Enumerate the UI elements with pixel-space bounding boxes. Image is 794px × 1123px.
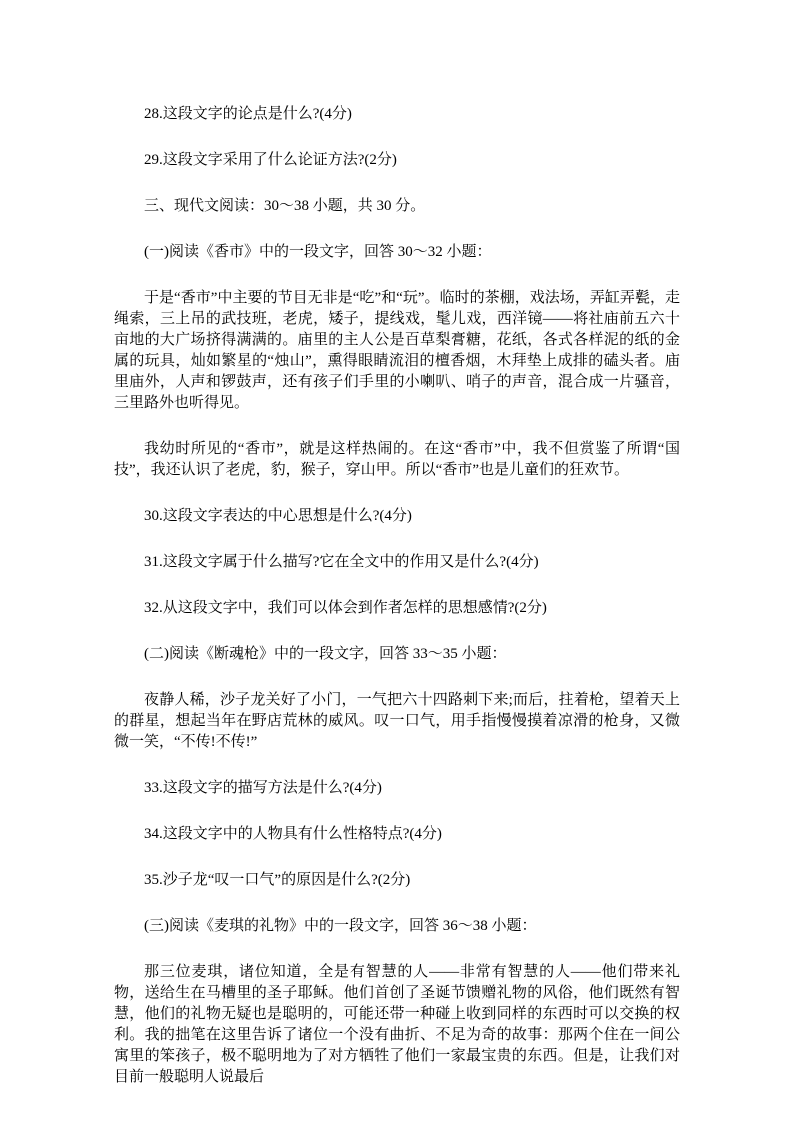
part-3-heading: (三)阅读《麦琪的礼物》中的一段文字，回答 36～38 小题： — [144, 918, 537, 934]
question-28: 28.这段文字的论点是什么?(4分) — [144, 106, 352, 122]
section-heading: 三、现代文阅读：30～38 小题，共 30 分。 — [144, 198, 426, 214]
passage-xiangshi-2: 我幼时所见的“香市”，就是这样热闹的。在这“香市”中，我不但赏鉴了所谓“国技”，我还认识了老虎，豹，猴子，穿山甲。所以“香市”也是儿童们的狂欢节。 — [114, 441, 680, 478]
question-31: 31.这段文字属于什么描写?它在全文中的作用又是什么?(4分) — [144, 554, 539, 570]
part-1-heading: (一)阅读《香市》中的一段文字，回答 30～32 小题： — [144, 244, 492, 260]
passage-xiangshi-1: 于是“香市”中主要的节目无非是“吃”和“玩”。临时的茶棚，戏法场，弄缸弄甏，走绳索，三上吊的武技班，老虎，矮子，提线戏，髦儿戏，西洋镜——将社庙前五六十亩地的大广场挤得满满的。庙里的主人公是百草梨膏糖，花纸，各式各样泥的纸的金属的玩具，灿如繁星的“烛山”，熏得眼睛流泪的檀香烟，木拜垫上成排的磕头者。庙里庙外，人声和锣鼓声，还有孩子们手里的小喇叭、哨子的声音，混合成一片骚音，三里路外也听得见。 — [114, 290, 680, 411]
question-35: 35.沙子龙“叹一口气”的原因是什么?(2分) — [144, 872, 411, 888]
question-29: 29.这段文字采用了什么论证方法?(2分) — [144, 152, 397, 168]
part-2-heading: (二)阅读《断魂枪》中的一段文字，回答 33～35 小题： — [144, 646, 507, 662]
question-33: 33.这段文字的描写方法是什么?(4分) — [144, 780, 382, 796]
question-30: 30.这段文字表达的中心思想是什么?(4分) — [144, 508, 412, 524]
question-32: 32.从这段文字中，我们可以体会到作者怎样的思想感情?(2分) — [144, 600, 547, 616]
passage-duanhunqiang: 夜静人稀，沙子龙关好了小门，一气把六十四路刺下来;而后，拄着枪，望着天上的群星，想起当年在野店荒林的威风。叹一口气，用手指慢慢摸着凉滑的枪身，又微微一笑，“不传!不传!” — [114, 692, 680, 750]
passage-maiqi: 那三位麦琪，诸位知道，全是有智慧的人——非常有智慧的人——他们带来礼物，送给生在马槽里的圣子耶稣。他们首创了圣诞节馈赠礼物的风俗，他们既然有智慧，他们的礼物无疑也是聪明的，可能还带一种碰上收到同样的东西时可以交换的权利。我的拙笔在这里告诉了诸位一个没有曲折、不足为奇的故事：那两个住在一间公寓里的笨孩子，极不聪明地为了对方牺牲了他们一家最宝贵的东西。但是，让我们对目前一般聪明人说最后 — [114, 964, 680, 1085]
document-content — [114, 104, 680, 1113]
question-34: 34.这段文字中的人物具有什么性格特点?(4分) — [144, 826, 442, 842]
